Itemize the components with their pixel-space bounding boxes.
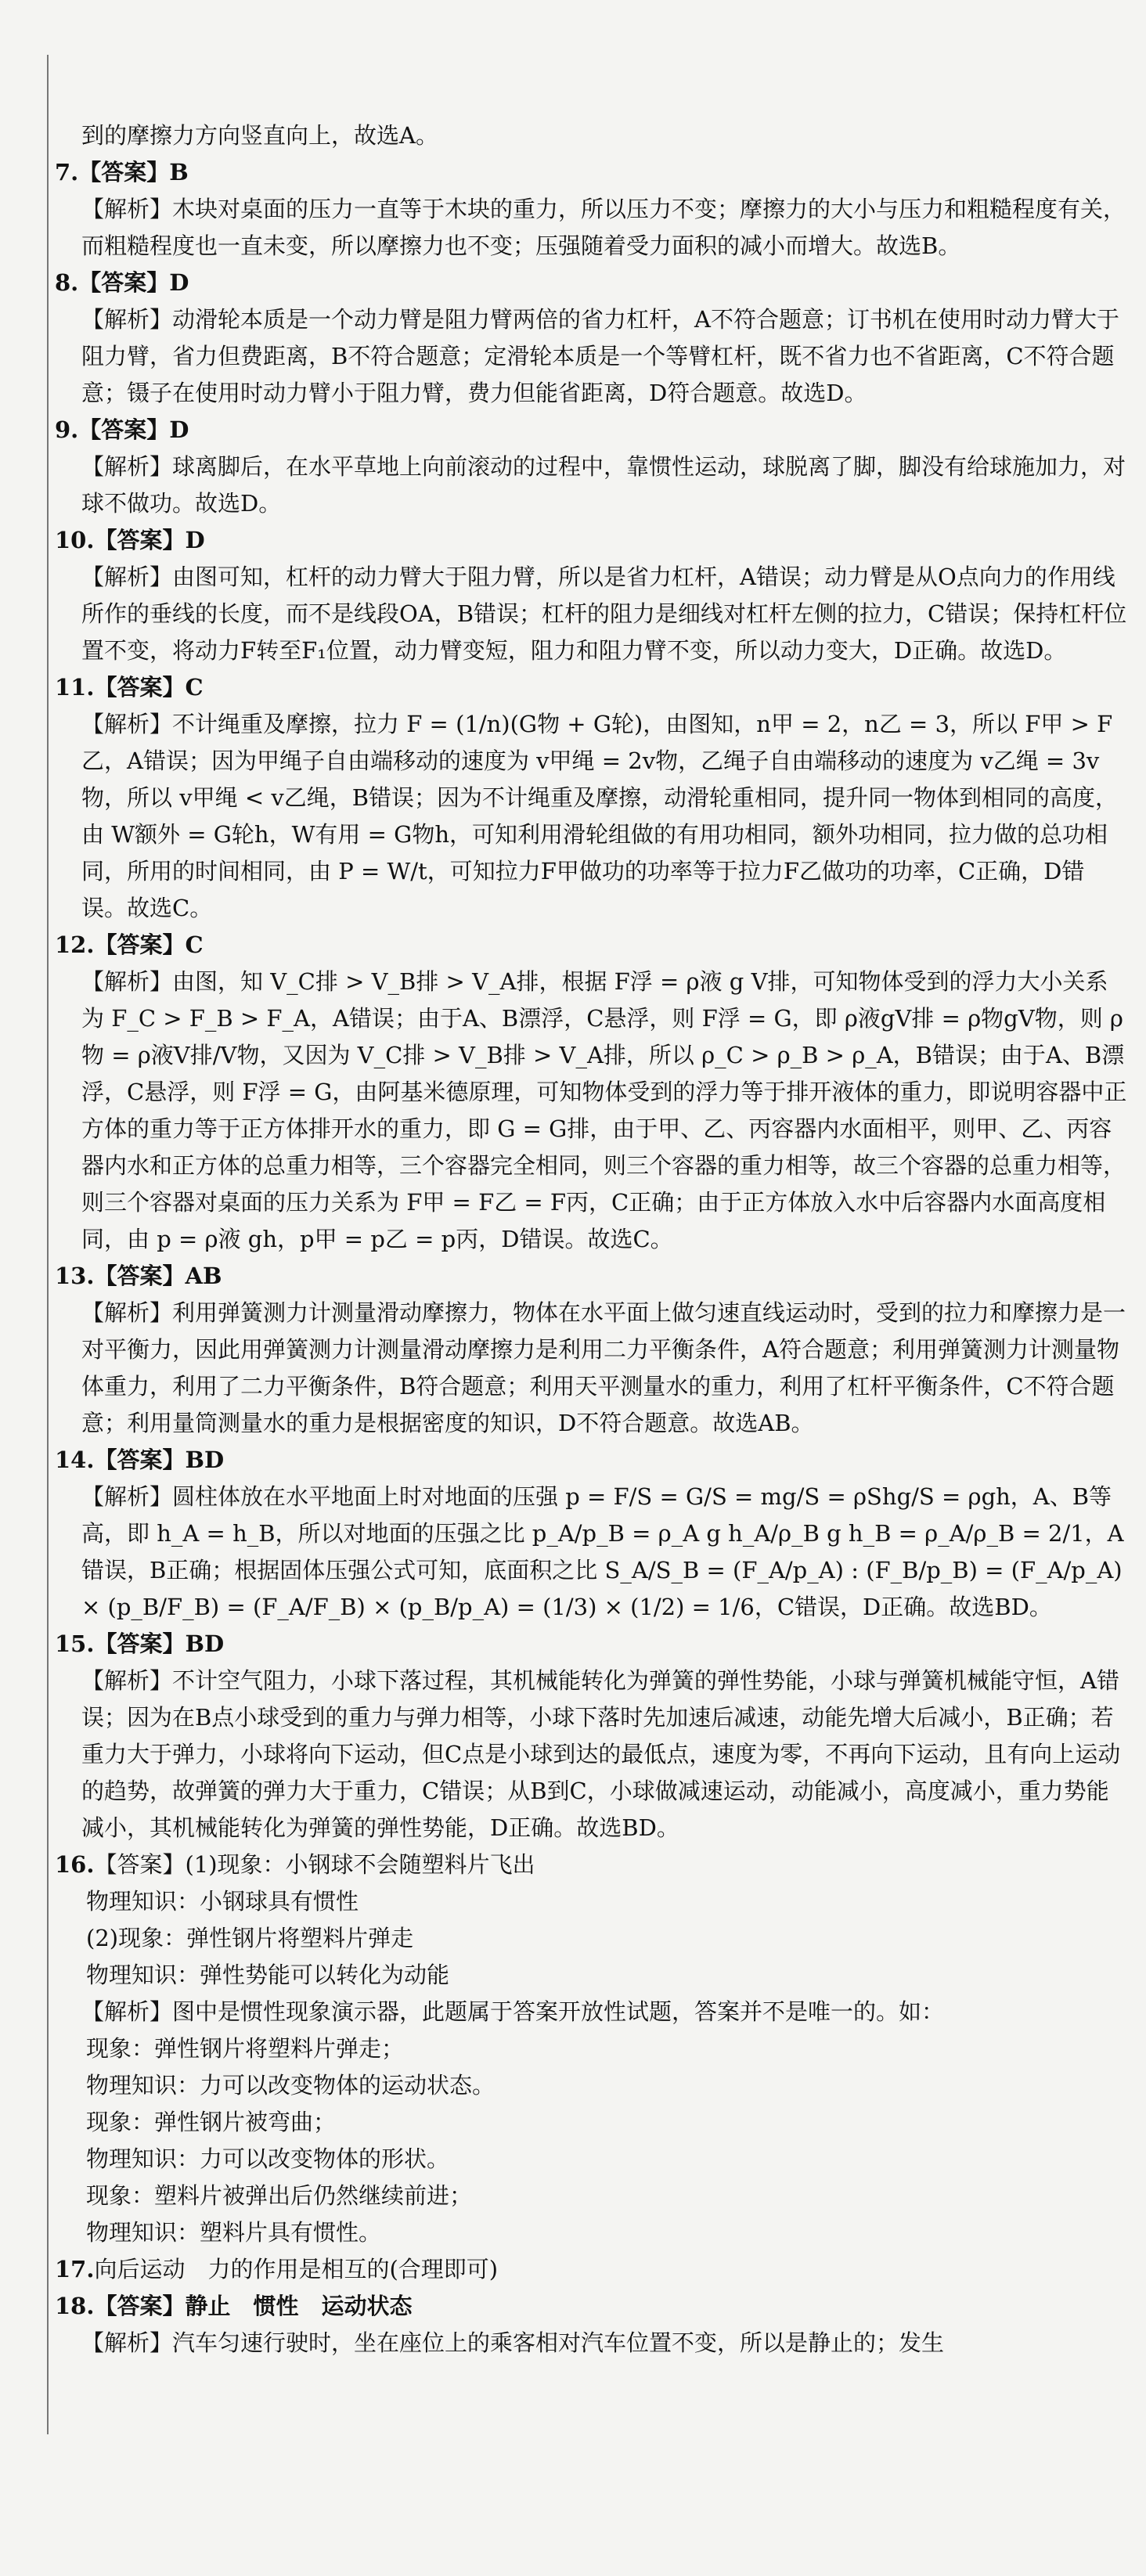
analysis-text: 【解析】动滑轮本质是一个动力臂是阻力臂两倍的省力杠杆，A不符合题意；订书机在使用时动力臂大于阻力臂，省力但费距离，B不符合题意；定滑轮本质是一个等臂杠杆，既不省力也不省距离，C不符合题意；镊子在使用时动力臂小于阻力臂，费力但能省距离，D符合题意。故选D。	[81, 306, 1119, 406]
answer-line	[55, 1626, 1127, 1663]
answer-content	[55, 117, 1127, 2362]
answer-line	[55, 1442, 1127, 1479]
question-item	[55, 1442, 1127, 1626]
answer-text: 【答案】B	[78, 159, 189, 186]
q16-answer-line	[55, 1846, 1127, 1883]
question-item	[55, 1626, 1127, 1846]
answer-line	[55, 265, 1127, 301]
question-number: 14.	[55, 1447, 95, 1473]
answer-text: 【答案】C	[94, 931, 204, 958]
answer-text: 【答案】C	[94, 674, 204, 701]
answer-text: 【答案】D	[78, 269, 189, 296]
question-item	[55, 522, 1127, 669]
q16-line-4: 【解析】图中是惯性现象演示器，此题属于答案开放性试题，答案并不是唯一的。如：	[81, 1998, 945, 2025]
question-number: 16.	[55, 1851, 95, 1878]
answer-text: 【答案】D	[78, 416, 189, 443]
analysis-text: 【解析】不计空气阻力，小球下落过程，其机械能转化为弹簧的弹性势能，小球与弹簧机械能守恒，A错误；因为在B点小球受到的重力与弹力相等，小球下落时先加速后减速，动能先增大后减小，B正确；若重力大于弹力，小球将向下运动，但C点是小球到达的最低点，速度为零，不再向下运动，且有向上运动的趋势，故弹簧的弹力大于重力，C错误；从B到C，小球做减速运动，动能减小，高度减小，重力势能减小，其机械能转化为弹簧的弹性势能，D正确。故选BD。	[81, 1667, 1121, 1841]
q16-line-1: 物理知识：小钢球具有惯性	[86, 1888, 359, 1915]
analysis-text: 【解析】由图可知，杠杆的动力臂大于阻力臂，所以是省力杠杆，A错误；动力臂是从O点向力的作用线所作的垂线的长度，而不是线段OA，B错误；杠杆的阻力是细线对杠杆左侧的拉力，C错误；保持杠杆位置不变，将动力F转至F₁位置，动力臂变短，阻力和阻力臂不变，所以动力变大，D正确。故选D。	[81, 564, 1127, 664]
intro-line: 到的摩擦力方向竖直向上，故选A。	[81, 122, 438, 149]
question-item	[55, 154, 1127, 265]
question-item	[55, 412, 1127, 522]
question-16	[55, 1846, 1127, 2251]
analysis-text: 【解析】圆柱体放在水平地面上时对地面的压强 p = F/S = G/S = mg/S = ρShg/S = ρgh，A、B等高，即 h_A = h_B，所以对地面的压强之比 p_A/p_B = ρ_A g h_A/ρ_B g h_B = ρ_A/ρ_B = 2/1，A错误，B正确；根据固体压强公式可知，底面积之比 S_A/S_B = (F_A/p_A) : (F_B/p_B) = (F_A/p_A) × (p_B/F_B) = (F_A/F_B) × (p_B/p_A) = (1/3) × (1/2) = 1/6，C错误，D正确。故选BD。	[81, 1483, 1124, 1620]
q16-line-7: 现象：弹性钢片被弯曲；	[86, 2109, 337, 2135]
answer-text: 【答案】BD	[94, 1630, 225, 1657]
answer-text: 【答案】D	[94, 527, 205, 553]
answer-line	[55, 927, 1127, 964]
q17-text: 向后运动 力的作用是相互的(合理即可)	[94, 2256, 499, 2282]
question-18	[55, 2288, 1127, 2362]
analysis-text: 【解析】木块对桌面的压力一直等于木块的重力，所以压力不变；摩擦力的大小与压力和粗糙程度有关，而粗糙程度也一直未变，所以摩擦力也不变；压强随着受力面积的减小而增大。故选B。	[81, 196, 1126, 259]
analysis-text: 【解析】不计绳重及摩擦，拉力 F = (1/n)(G物 + G轮)，由图知，n甲 = 2，n乙 = 3，所以 F甲 > F乙，A错误；因为甲绳子自由端移动的速度为 v甲绳 = 2v物，乙绳子自由端移动的速度为 v乙绳 = 3v物，所以 v甲绳 < v乙绳，B错误；因为不计绳重及摩擦，动滑轮重相同，提升同一物体到相同的高度，由 W额外 = G轮h，W有用 = G物h，可知利用滑轮组做的有用功相同，额外功相同，拉力做的总功相同，所用的时间相同，由 P = W/t，可知拉力F甲做功的功率等于拉力F乙做功的功率，C正确，D错误。故选C。	[81, 711, 1119, 921]
question-item	[55, 669, 1127, 927]
question-number: 9.	[55, 416, 79, 443]
analysis-text: 【解析】由图，知 V_C排 > V_B排 > V_A排，根据 F浮 = ρ液 g V排，可知物体受到的浮力大小关系为 F_C > F_B > F_A，A错误；由于A、B漂浮，C悬浮，则 F浮 = G，即 ρ液gV排 = ρ物gV物，则 ρ物 = ρ液V排/V物，又因为 V_C排 > V_B排 > V_A排，所以 ρ_C > ρ_B > ρ_A，B错误；由于A、B漂浮，C悬浮，则 F浮 = G，由阿基米德原理，可知物体受到的浮力等于排开液体的重力，即说明容器中正方体的重力等于正方体排开水的重力，即 G = G排，由于甲、乙、丙容器内水面相平，则甲、乙、丙容器内水和正方体的总重力相等，三个容器完全相同，则三个容器的重力相等，故三个容器的总重力相等，则三个容器对桌面的压力关系为 F甲 = F乙 = F丙，C正确；由于正方体放入水中后容器内水面高度相同，由 p = ρ液 gh，p甲 = p乙 = p丙，D错误。故选C。	[81, 968, 1127, 1252]
q16-line-9: 现象：塑料片被弹出后仍然继续前进；	[86, 2182, 473, 2209]
answer-line	[55, 522, 1127, 559]
question-17	[55, 2251, 1127, 2288]
question-item	[55, 1258, 1127, 1442]
q18-analysis: 【解析】汽车匀速行驶时，坐在座位上的乘客相对汽车位置不变，所以是静止的；发生	[81, 2329, 945, 2356]
question-number: 10.	[55, 527, 95, 553]
answer-line	[55, 669, 1127, 706]
q16-line-3: 物理知识：弹性势能可以转化为动能	[86, 1962, 450, 1988]
question-number: 13.	[55, 1263, 95, 1289]
analysis-text: 【解析】利用弹簧测力计测量滑动摩擦力，物体在水平面上做匀速直线运动时，受到的拉力和摩擦力是一对平衡力，因此用弹簧测力计测量滑动摩擦力是利用二力平衡条件，A符合题意；利用弹簧测力计测量物体重力，利用了二力平衡条件，B符合题意；利用天平测量水的重力，利用了杠杆平衡条件，C不符合题意；利用量筒测量水的重力是根据密度的知识，D不符合题意。故选AB。	[81, 1299, 1126, 1436]
question-item	[55, 927, 1127, 1258]
q16-line-10: 物理知识：塑料片具有惯性。	[86, 2219, 382, 2246]
q16-line-5: 现象：弹性钢片将塑料片弹走；	[86, 2035, 405, 2062]
question-number: 15.	[55, 1630, 95, 1657]
q16-line-0: 【答案】(1)现象：小钢球不会随塑料片飞出	[94, 1851, 535, 1878]
question-number: 18.	[55, 2293, 95, 2319]
question-number: 8.	[55, 269, 79, 296]
answer-line	[55, 154, 1127, 191]
question-item	[55, 265, 1127, 412]
answer-line	[55, 1258, 1127, 1295]
answer-items	[55, 154, 1127, 1846]
q18-answer: 【答案】静止 惯性 运动状态	[94, 2293, 413, 2319]
q16-line-8: 物理知识：力可以改变物体的形状。	[86, 2145, 450, 2172]
answer-text: 【答案】AB	[94, 1263, 222, 1289]
question-number: 7.	[55, 159, 79, 186]
question-number: 17.	[55, 2256, 95, 2282]
analysis-text: 【解析】球离脚后，在水平草地上向前滚动的过程中，靠惯性运动，球脱离了脚，脚没有给球施加力，对球不做功。故选D。	[81, 453, 1126, 517]
q16-line-2: (2)现象：弹性钢片将塑料片弹走	[86, 1925, 414, 1951]
margin-rule	[47, 55, 49, 2434]
question-number: 12.	[55, 931, 95, 958]
question-number: 11.	[55, 674, 95, 701]
answer-text: 【答案】BD	[94, 1447, 225, 1473]
answer-line	[55, 412, 1127, 449]
q16-line-6: 物理知识：力可以改变物体的运动状态。	[86, 2072, 496, 2099]
q18-answer-line	[55, 2288, 1127, 2325]
